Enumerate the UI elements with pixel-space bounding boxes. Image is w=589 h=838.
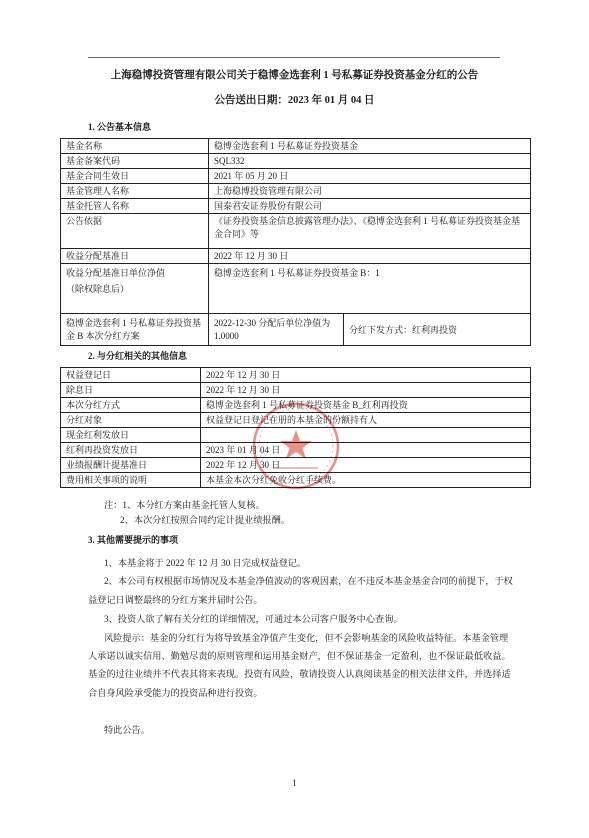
body-line: 人承诺以诚实信用、勤勉尽责的原则管理和运用基金财产，但不保证基金一定盈利，也不保证最低收益。	[88, 651, 511, 661]
row-label: 分红对象	[61, 413, 201, 428]
table-row	[61, 314, 531, 346]
row-label: 权益登记日	[61, 368, 201, 383]
note-line: 注：1、本分红方案由基金托管人复核。	[104, 500, 265, 510]
body-line: 基金的过往业绩并不代表其将来表现。投资有风险，敬请投资人认真阅读基金的相关法律文件，并选择适	[88, 669, 511, 679]
row-label: 基金托管人名称	[61, 199, 209, 214]
body-line: 3、投资人欲了解有关分红的详细情况，可通过本公司客户服务中心查询。	[104, 614, 403, 624]
row-value: 2022 年 12 月 30 日	[201, 368, 531, 383]
row-value: 上海稳博投资管理有限公司	[209, 184, 531, 199]
row-label-line: 收益分配基准日单位净值	[66, 268, 166, 278]
row-value: 《证券投资基金信息披露管理办法》、《稳博金选套利 1 号私募证券投资基金基金合同》等	[209, 214, 531, 249]
table-row	[61, 383, 531, 398]
table-row	[61, 184, 531, 199]
body-line: 2、本公司有权根据市场情况及本基金净值波动的客观因素，在不违反本基金基金合同的前提下，于权	[104, 576, 513, 586]
row-label: 费用相关事项的说明	[61, 473, 201, 488]
row-value-distribution-method: 分红下发方式：红利再投资	[344, 314, 531, 346]
section2-heading: 2. 与分红相关的其他信息	[88, 351, 188, 361]
row-value: 2021 年 05 月 20 日	[209, 169, 531, 184]
row-label: 公告依据	[61, 214, 209, 249]
row-label: 现金红利发放日	[61, 428, 201, 443]
table-row	[61, 169, 531, 184]
row-label: 基金合同生效日	[61, 169, 209, 184]
row-value: 稳博金选套利 1 号私募证券投资基金 B_红利再投资	[201, 398, 531, 413]
section3-heading: 3. 其他需要提示的事项	[88, 535, 179, 545]
document-title: 上海稳博投资管理有限公司关于稳博金选套利 1 号私募证券投资基金分红的公告	[110, 70, 479, 81]
row-label	[61, 264, 209, 314]
header-rule	[88, 57, 500, 58]
row-label: 收益分配基准日	[61, 249, 209, 264]
row-label-line: （除权除息后）	[66, 284, 130, 294]
row-label: 业绩报酬计提基准日	[61, 458, 201, 473]
closing-line: 特此公告。	[104, 725, 150, 735]
body-line: 风险提示：基金的分红行为将导致基金净值产生变化，但不会影响基金的风险收益特征。本基金管理	[104, 633, 509, 643]
table-row	[61, 264, 531, 314]
table-row	[61, 214, 531, 249]
row-label: 红利再投资发放日	[61, 443, 201, 458]
basic-info-table	[60, 138, 531, 346]
body-line: 1、本基金将于 2022 年 12 月 30 日完成权益登记。	[104, 558, 307, 568]
row-label: 基金名称	[61, 139, 209, 154]
row-label: 本次分红方式	[61, 398, 201, 413]
table-row	[61, 139, 531, 154]
row-value: 稳博金选套利 1 号私募证券投资基金	[209, 139, 531, 154]
body-line: 合自身风险承受能力的投资品种进行投资。	[88, 688, 263, 698]
row-value: 2022 年 12 月 30 日	[209, 249, 531, 264]
row-label: 基金备案代码	[61, 154, 209, 169]
row-value: 国泰君安证券股份有限公司	[209, 199, 531, 214]
table-row	[61, 368, 531, 383]
table-row	[61, 154, 531, 169]
table-row	[61, 199, 531, 214]
row-label: 基金管理人名称	[61, 184, 209, 199]
row-value: 2022-12-30 分配后单位净值为 1.0000	[209, 314, 344, 346]
row-value: 稳博金选套利 1 号私募证券投资基金 B：1	[209, 264, 531, 314]
section1-heading: 1. 公告基本信息	[88, 122, 152, 132]
row-value: 2022 年 12 月 30 日	[201, 383, 531, 398]
company-seal-icon	[250, 400, 342, 492]
page-number: 1	[292, 778, 297, 788]
row-value: 2023 年 01 月 04 日	[201, 443, 531, 458]
row-value: 2022 年 12 月 30 日	[201, 458, 531, 473]
announcement-date: 公告送出日期：2023 年 01 月 04 日	[214, 95, 375, 106]
row-value: SQL332	[209, 154, 531, 169]
row-label: 除息日	[61, 383, 201, 398]
row-value: 权益登记日登记在册的本基金的份额持有人	[201, 413, 531, 428]
note-line: 2、本次分红按照合同约定计提业绩报酬。	[120, 515, 290, 525]
row-value: 本基金本次分红免收分红手续费。	[201, 473, 531, 488]
body-line: 益登记日调整最终的分红方案并届时公告。	[88, 595, 263, 605]
row-label: 稳博金选套利 1 号私募证券投资基金 B 本次分红方案	[61, 314, 209, 346]
table-row	[61, 249, 531, 264]
